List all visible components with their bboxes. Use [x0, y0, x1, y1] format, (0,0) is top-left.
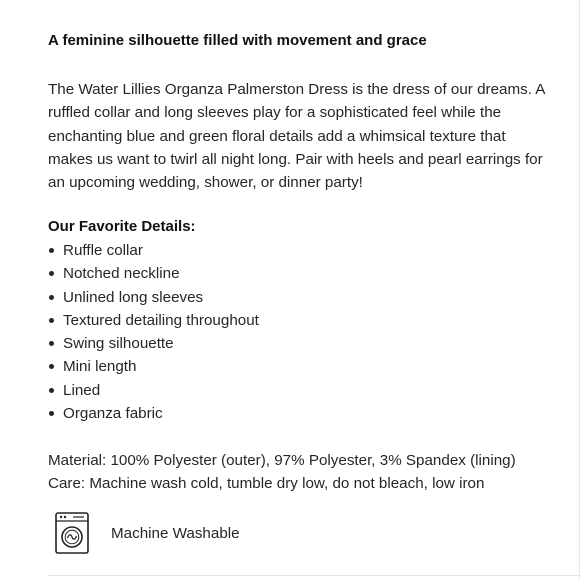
- product-headline: A feminine silhouette filled with movement and grace: [48, 32, 427, 49]
- divider: [48, 575, 579, 576]
- list-item: Swing silhouette: [48, 332, 259, 355]
- washing-machine-icon: [55, 512, 89, 554]
- material-info: Material: 100% Polyester (outer), 97% Polyester, 3% Spandex (lining): [48, 452, 516, 469]
- list-item: Lined: [48, 379, 259, 402]
- list-item: Ruffle collar: [48, 239, 259, 262]
- care-info: Care: Machine wash cold, tumble dry low, do not bleach, low iron: [48, 475, 485, 492]
- care-badge-label: Machine Washable: [111, 525, 240, 542]
- details-heading: Our Favorite Details:: [48, 218, 196, 235]
- list-item: Notched neckline: [48, 262, 259, 285]
- list-item: Mini length: [48, 355, 259, 378]
- product-description: The Water Lillies Organza Palmerston Dress is the dress of our dreams. A ruffled collar and long sleeves play for a sophisticated feel while the enchanting blue and green floral details add a whimsical texture that makes us want to twirl all night long. Pair with heels and pearl earrings for an upcoming wedding, shower, or dinner party!: [48, 81, 545, 192]
- list-item: Unlined long sleeves: [48, 286, 259, 309]
- list-item: Textured detailing throughout: [48, 309, 259, 332]
- list-item: Organza fabric: [48, 402, 259, 425]
- details-list: [48, 239, 259, 425]
